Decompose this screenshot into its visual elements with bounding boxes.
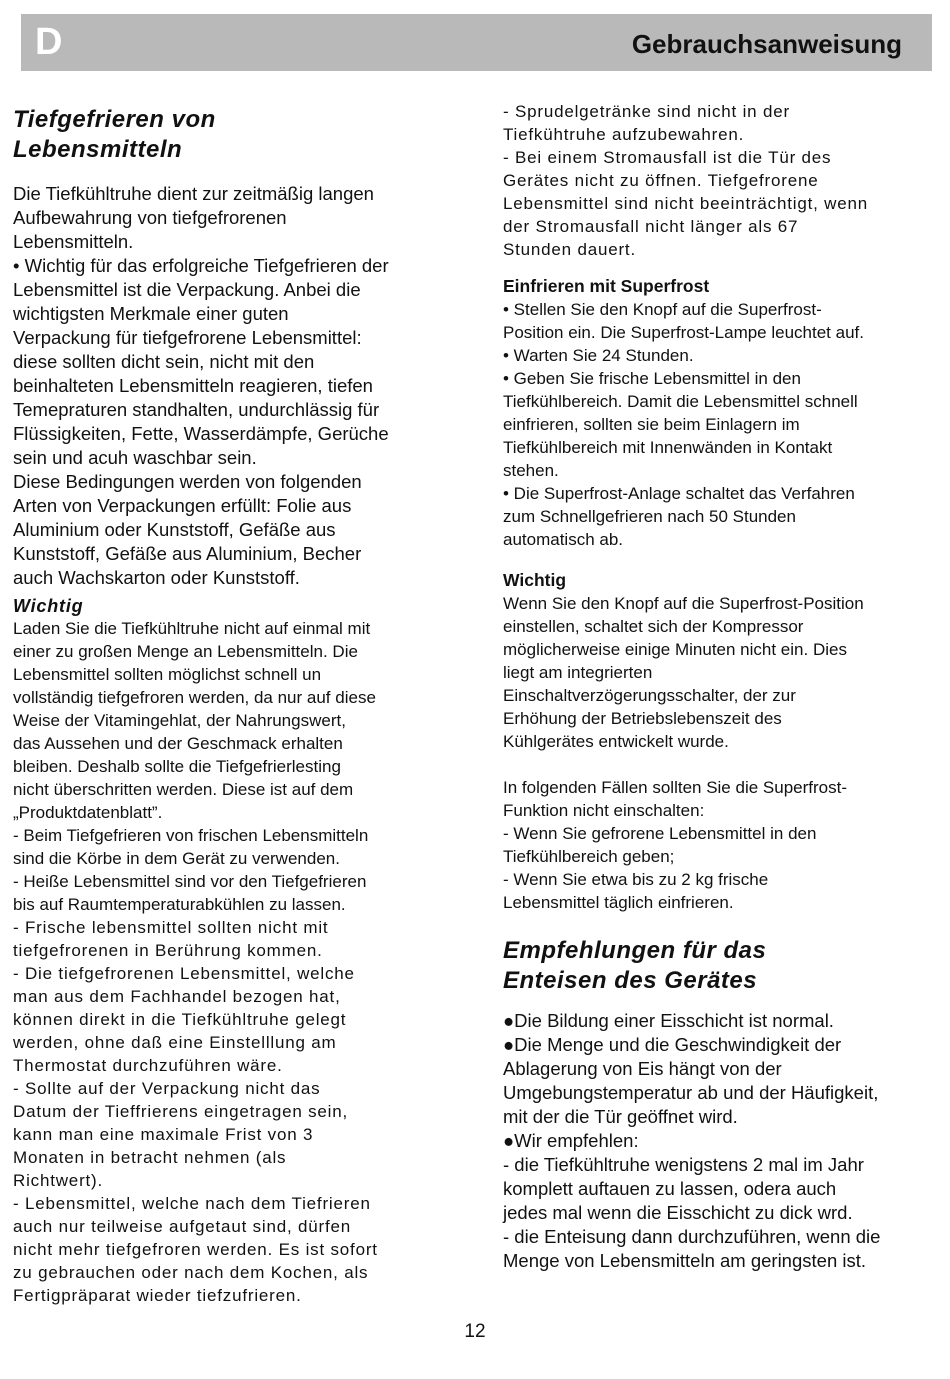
superfrost-steps: • Stellen Sie den Knopf auf die Superfrost- Position ein. Die Superfrost-Lampe leuchtet auf. • Warten Sie 24 Stunden. • Geben Sie frische Lebensmittel in den Tiefkühlbereich. Damit die Lebensmittel schnell einfrieren, sollten sie beim Einlagern im Tiefkühlbereich mit Innenwänden in Kontakt stehen. • Die Superfrost-Anlage schaltet das Verfahren zum Schnellgefrieren nach 50 Stunden automatisch ab. <box>503 300 864 549</box>
wichtig-paragraph-left: Laden Sie die Tiefkühltruhe nicht auf einmal mit einer zu großen Menge an Lebensmitteln. Die Lebensmittel sollten möglichst schnell un vollständig tiefgefroren werden, da nur auf diese Weise der Vitamingehlat, der Nahrungswert, das Aussehen und der Geschmack erhalten bleiben. Deshalb sollte die Tiefgefrierlesting nicht überschritten werden. Diese ist auf dem „Produktdatenblatt”. - Beim Tiefgefrieren von frischen Lebensmitteln sind die Körbe in dem Gerät zu verwenden. - Heiße Lebensmittel sind vor den Tiefgefrieren bis auf Raumtemperaturabkühlen zu lassen. <box>13 619 376 914</box>
storage-notes: - Sprudelgetränke sind nicht in der Tiefkühtruhe aufzubewahren. - Bei einem Stromausfall ist die Tür des Gerätes nicht zu öffnen. Tiefgefrorene Lebensmittel sind nicht beeinträchtigt, wenn der Stromausfall nicht länger als 67 Stunden dauert. <box>503 102 869 259</box>
left-column <box>13 105 443 1307</box>
intro-paragraph: Die Tiefkühltruhe dient zur zeitmäßig langen Aufbewahrung von tiefgefrorenen Lebensmitteln. • Wichtig für das erfolgreiche Tiefgefrieren der Lebensmittel ist die Verpackung. Anbei die wichtigsten Merkmale einer guten Verpackung für tiefgefrorene Lebensmittel: diese sollten dicht sein, nicht mit den beinhalteten Lebensmitteln reagieren, tiefen Temepraturen standhalten, undurchlässig für Flüssigkeiten, Fette, Wasserdämpfe, Gerüche sein und acuh waschbar sein. Diese Bedingungen werden von folgenden Arten von Verpackungen erfüllt: Folie aus Aluminium oder Kunststoff, Gefäße aus Kunststoff, Gefäße aus Aluminium, Becher auch Wachskarton oder Kunststoff. <box>13 183 389 588</box>
superfrost-heading: Einfrieren mit Superfrost <box>503 276 710 296</box>
page-number: 12 <box>464 1321 486 1342</box>
right-column <box>503 100 935 1273</box>
section-heading-tiefgefrieren: Tiefgefrieren von Lebensmitteln <box>13 106 216 163</box>
header-title: Gebrauchsanweisung <box>631 29 902 59</box>
section-heading-enteisen: Empfehlungen für das Enteisen des Gerätes <box>503 937 767 994</box>
defrost-recommendations: ●Die Bildung einer Eisschicht ist normal. ●Die Menge und die Geschwindigkeit der Ablagerung von Eis hängt von der Umgebungstemperatur ab und der Häufigkeit, mit der die Tür geöffnet wird. ●Wir empfehlen: - die Tiefkühltruhe wenigstens 2 mal im Jahr komplett auftauen zu lassen, odera auch jedes mal wenn die Eisschicht zu dick wrd. - die Enteisung dann durchzuführen, wenn die Menge von Lebensmitteln am geringsten ist. <box>503 1010 881 1271</box>
freezing-rules-list: - Frische lebensmittel sollten nicht mit tiefgefrorenen in Berührung kommen. - Die tiefgefrorenen Lebensmittel, welche man aus dem Fachhandel bezogen hat, können direkt in die Tiefkühltruhe gelegt werden, ohne daß eine Einstelllung am Thermostat durchzuführen wäre. - Sollte auf der Verpackung nicht das Datum der Tieffrierens eingetragen sein, kann man eine maximale Frist von 3 Monaten in betracht nehmen (als Richtwert). - Lebensmittel, welche nach dem Tiefrieren auch nur teilweise aufgetaut sind, dürfen nicht mehr tiefgefroren werden. Es ist sofort zu gebrauchen oder nach dem Kochen, als Fertigpräparat wieder tiefzufrieren. <box>13 918 378 1305</box>
language-letter: D <box>35 21 63 63</box>
wichtig-heading-right: Wichtig <box>503 570 567 590</box>
superfrost-exceptions: In folgenden Fällen sollten Sie die Superfrost- Funktion nicht einschalten: - Wenn Sie gefrorene Lebensmittel in den Tiefkühlbereich geben; - Wenn Sie etwa bis zu 2 kg frische Lebensmittel täglich einfrieren. <box>503 778 847 912</box>
wichtig-heading-left: Wichtig <box>13 596 84 616</box>
wichtig-paragraph-right: Wenn Sie den Knopf auf die Superfrost-Position einstellen, schaltet sich der Kompressor möglicherweise einige Minuten nicht ein. Dies liegt am integrierten Einschaltverzögerungsschalter, der zur Erhöhung der Betriebslebenszeit des Kühlgerätes entwickelt wurde. <box>503 594 864 751</box>
header-bar <box>21 14 932 71</box>
